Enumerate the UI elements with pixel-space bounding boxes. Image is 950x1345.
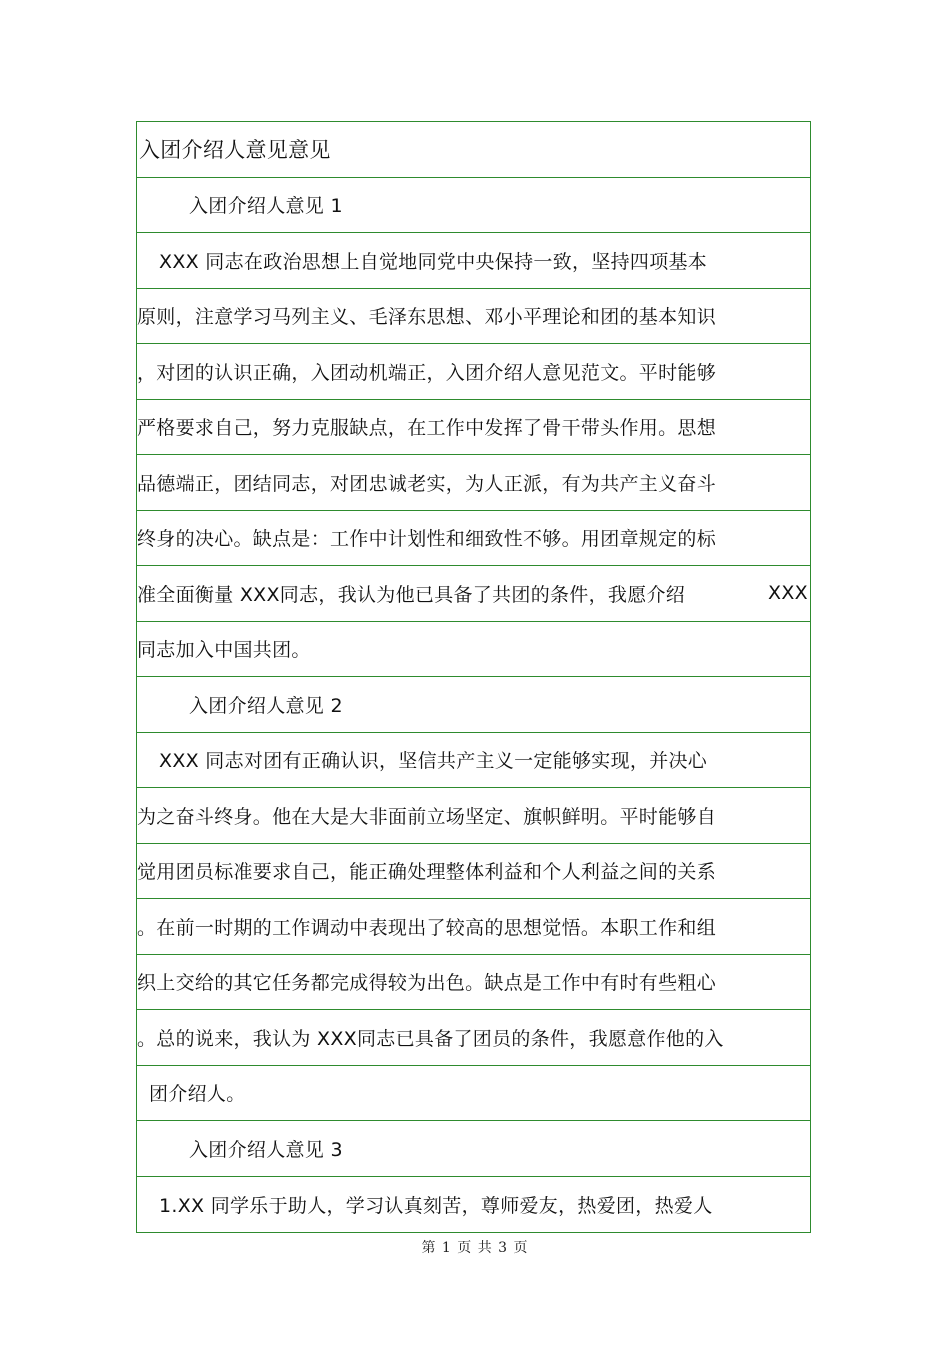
text-line: 觉用团员标准要求自己，能正确处理整体利益和个人利益之间的关系: [137, 844, 810, 900]
text-line: ，对团的认识正确，入团动机端正，入团介绍人意见范文。平时能够: [137, 344, 810, 400]
document-title: 入团介绍人意见意见: [137, 122, 810, 178]
text-line: 品德端正，团结同志，对团忠诚老实，为人正派，有为共产主义奋斗: [137, 455, 810, 511]
text-line-right: XXX: [768, 582, 808, 605]
section-heading-1: 入团介绍人意见 1: [137, 178, 810, 234]
text-line: [137, 566, 810, 622]
text-line-left: 准全面衡量 XXX同志，我认为他已具备了共团的条件，我愿介绍: [137, 583, 686, 606]
section-heading-3: 入团介绍人意见 3: [137, 1121, 810, 1177]
text-line: 严格要求自己，努力克服缺点，在工作中发挥了骨干带头作用。思想: [137, 400, 810, 456]
text-line: 终身的决心。缺点是：工作中计划性和细致性不够。用团章规定的标: [137, 511, 810, 567]
text-line: 。总的说来，我认为 XXX同志已具备了团员的条件，我愿意作他的入: [137, 1010, 810, 1066]
page-footer: 第 1 页 共 3 页: [421, 1240, 529, 1256]
text-line: 为之奋斗终身。他在大是大非面前立场坚定、旗帜鲜明。平时能够自: [137, 788, 810, 844]
text-line: 同志加入中国共团。: [137, 622, 810, 678]
text-line: XXX 同志对团有正确认识，坚信共产主义一定能够实现，并决心: [137, 733, 810, 789]
text-line: 原则，注意学习马列主义、毛泽东思想、邓小平理论和团的基本知识: [137, 289, 810, 345]
section-heading-2: 入团介绍人意见 2: [137, 677, 810, 733]
document-frame: [136, 121, 811, 1233]
text-line: XXX 同志在政治思想上自觉地同党中央保持一致，坚持四项基本: [137, 233, 810, 289]
text-line: 1.XX 同学乐于助人，学习认真刻苦，尊师爱友，热爱团，热爱人: [159, 1194, 713, 1217]
text-line: 织上交给的其它任务都完成得较为出色。缺点是工作中有时有些粗心: [137, 955, 810, 1011]
text-line: 。在前一时期的工作调动中表现出了较高的思想觉悟。本职工作和组: [137, 899, 810, 955]
text-line: 团介绍人。: [137, 1066, 810, 1122]
